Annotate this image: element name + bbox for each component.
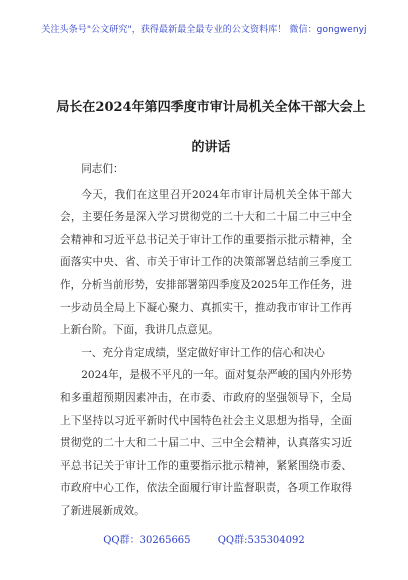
document-body xyxy=(60,158,352,523)
document-title: 局长在2024年第四季度市审计局机关全体干部大会上的讲话 xyxy=(56,100,366,155)
qq-group-1: QQ群：30265665 xyxy=(103,535,191,546)
paragraph-achievements: 2024年，是极不平凡的一年。面对复杂严峻的国内外形势和多重超预期因素冲击，在市委、市政府的坚强领导下，全局上下坚持以习近平新时代中国特色社会主义思想为指导，全面贯彻党的二十大和二十届二中、三中全会精神，认真落实习近平总书记关于审计工作的重要指示批示精神，紧紧围绕市委、市政府中心工作，依法全面履行审计监督职责，各项工作取得了新进展新成效。 xyxy=(60,369,352,517)
promo-header: 关注头条号"公文研究"，获得最新最全最专业的公文资料库！ 微信：gongwenyj xyxy=(41,25,367,35)
section-heading-1: 一、充分肯定成绩，坚定做好审计工作的信心和决心 xyxy=(81,346,325,359)
salutation: 同志们： xyxy=(81,163,124,175)
promo-footer xyxy=(0,531,408,546)
qq-group-2: QQ群:535304092 xyxy=(217,535,305,546)
paragraph-intro: 今天，我们在这里召开2024年市审计局机关全体干部大会，主要任务是深入学习贯彻党的二十大和二十届二中三中全会精神和习近平总书记关于审计工作的重要指示批示精神，全面落实中央、省、市关于审计工作的决策部署总结前三季度工作，分析当前形势，安排部署第四季度及2025年工作任务，进一步动员全局上下凝心聚力、真抓实干，推动我市审计工作再上新台阶。下面，我讲几点意见。 xyxy=(60,188,352,337)
